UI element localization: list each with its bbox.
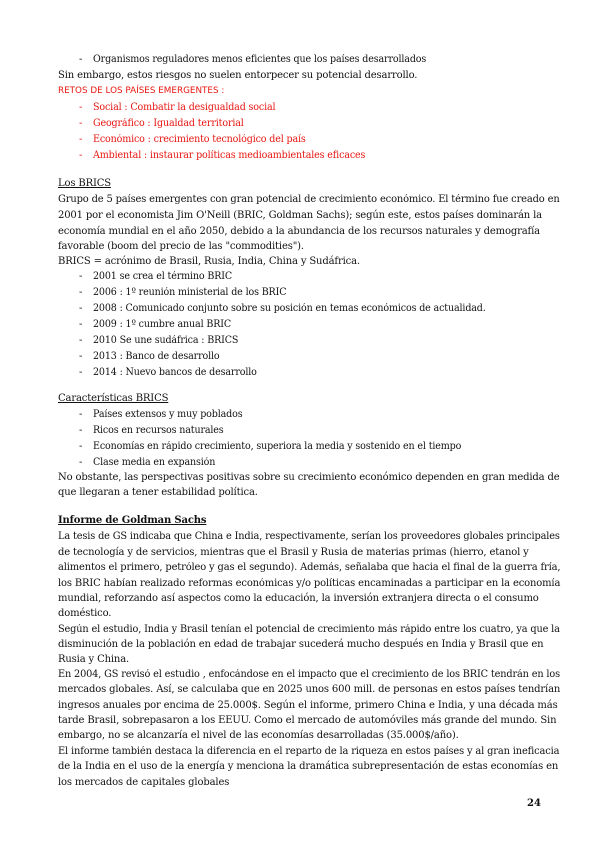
paragraph-line: ingresos anuales por encima de 25.000$. Según el informe, primero China e India, y una década más xyxy=(58,700,558,711)
bullet-dash: - xyxy=(79,457,83,468)
timeline-item: 2013 : Banco de desarrollo xyxy=(93,351,220,362)
list-item: Organismos reguladores menos eficientes que los países desarrollados xyxy=(93,54,427,65)
list-item: Ricos en recursos naturales xyxy=(93,425,224,436)
paragraph-line: mercados globales. Así, se calculaba que en 2025 unos 600 mill. de personas en estos países tendrían xyxy=(58,684,561,695)
paragraph-line: mundial, reforzando así aspectos como la educación, la inversión extranjera directa o el consumo xyxy=(58,593,539,604)
paragraph-line: tarde Brasil, sobrepasaron a los EEUU. Como el mercado de automóviles más grande del mundo. Sin xyxy=(58,715,557,726)
list-item: Clase media en expansión xyxy=(93,457,216,468)
bullet-dash: - xyxy=(79,150,83,161)
bullet-dash: - xyxy=(79,303,83,314)
paragraph-line: 2001 por el economista Jim O'Neill (BRIC, Goldman Sachs); según este, estos países dominarán la xyxy=(58,210,542,221)
timeline-item: 2006 : 1º reunión ministerial de los BRIC xyxy=(93,287,287,298)
paragraph-line: embargo, no se alcanzaría el nivel de las economías desarrolladas (35.000$/año). xyxy=(58,730,459,741)
paragraph-line: En 2004, GS revisó el estudio , enfocándose en el impacto que el crecimiento de los BRIC tendrán en los xyxy=(58,669,560,680)
timeline-item: 2001 se crea el término BRIC xyxy=(93,271,233,282)
timeline-item: 2010 Se une sudáfrica : BRICS xyxy=(93,335,239,346)
paragraph-line: los mercados de capitales globales xyxy=(58,777,230,788)
paragraph-line: Grupo de 5 países emergentes con gran potencial de crecimiento económico. El término fue creado en xyxy=(58,194,560,205)
list-item: Económico : crecimiento tecnológico del país xyxy=(93,134,306,145)
bullet-dash: - xyxy=(79,441,83,452)
bullet-dash: - xyxy=(79,134,83,145)
paragraph-line: favorable (boom del precio de las "commodities"). xyxy=(58,241,304,252)
paragraph-line: disminución de la población en edad de trabajar sucederá mucho después en India y Brasil que en xyxy=(58,639,544,650)
timeline-item: 2014 : Nuevo bancos de desarrollo xyxy=(93,367,257,378)
paragraph-line: doméstico. xyxy=(58,608,112,619)
list-item: Ambiental : instaurar políticas medioambientales eficaces xyxy=(93,150,366,161)
paragraph-line: los BRIC habían realizado reformas económicas y/o políticas encaminadas a participar en la economía xyxy=(58,578,561,589)
bullet-dash: - xyxy=(79,287,83,298)
timeline-item: 2008 : Comunicado conjunto sobre su posición en temas económicos de actualidad. xyxy=(93,303,486,314)
paragraph-line: economía mundial en el año 2050, debido a la abundancia de los recursos naturales y demografía xyxy=(58,226,540,237)
paragraph-line: Sin embargo, estos riesgos no suelen entorpecer su potencial desarrollo. xyxy=(58,70,418,81)
bullet-dash: - xyxy=(79,102,83,113)
paragraph-line: Según el estudio, India y Brasil tenían el potencial de crecimiento más rápido entre los cuatro, ya que la xyxy=(58,624,560,635)
paragraph-line: alimentos el primero, petróleo y gas el segundo). Además, señalaba que hacia el final de la guerra fría, xyxy=(58,562,561,573)
bullet-dash: - xyxy=(79,425,83,436)
bullet-dash: - xyxy=(79,54,83,65)
paragraph-line: La tesis de GS indicaba que China e India, respectivamente, serían los proveedores globales principales xyxy=(58,531,560,542)
bullet-dash: - xyxy=(79,271,83,282)
bullet-dash: - xyxy=(79,118,83,129)
list-item: Geográfico : Igualdad territorial xyxy=(93,118,244,129)
bullet-dash: - xyxy=(79,409,83,420)
paragraph-line: de tecnología y de servicios, mientras que el Brasil y Rusia de materias primas (hierro, etanol y xyxy=(58,547,529,558)
bullet-dash: - xyxy=(79,335,83,346)
bullet-dash: - xyxy=(79,319,83,330)
bullet-dash: - xyxy=(79,367,83,378)
section-heading-caracteristicas: Características BRICS xyxy=(58,393,169,404)
section-heading-brics: Los BRICS xyxy=(58,178,111,189)
section-heading-goldman: Informe de Goldman Sachs xyxy=(58,515,207,526)
paragraph-line: que llegaran a tener estabilidad política. xyxy=(58,487,258,498)
paragraph-line: Rusia y China. xyxy=(58,654,130,665)
bullet-dash: - xyxy=(79,351,83,362)
paragraph-line: No obstante, las perspectivas positivas sobre su crecimiento económico dependen en gran medida de xyxy=(58,472,560,483)
list-item: Social : Combatir la desigualdad social xyxy=(93,102,276,113)
section-heading-retos: RETOS DE LOS PAÍSES EMERGENTES : xyxy=(58,86,225,96)
paragraph-line: El informe también destaca la diferencia en el reparto de la riqueza en estos países y al gran ineficacia xyxy=(58,746,560,757)
timeline-item: 2009 : 1º cumbre anual BRIC xyxy=(93,319,232,330)
paragraph-line: de la India en el uso de la energía y menciona la dramática subrepresentación de estas economías en xyxy=(58,761,559,772)
paragraph-line: BRICS = acrónimo de Brasil, Rusia, India, China y Sudáfrica. xyxy=(58,256,360,267)
list-item: Economías en rápido crecimiento, superiora la media y sostenido en el tiempo xyxy=(93,441,462,452)
list-item: Países extensos y muy poblados xyxy=(93,409,243,420)
page-number: 24 xyxy=(527,798,541,809)
